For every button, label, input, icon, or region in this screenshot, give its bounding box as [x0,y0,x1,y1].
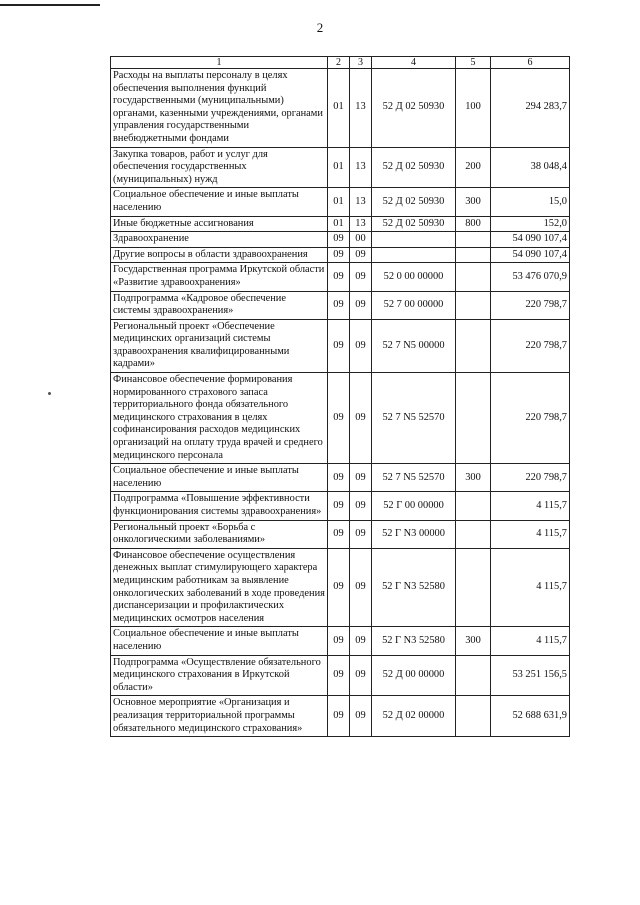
row-amount: 52 688 631,9 [491,696,570,737]
row-section: 09 [328,464,350,492]
row-section: 01 [328,188,350,216]
row-target-code: 52 Г 00 00000 [372,492,456,520]
row-expense-type [456,548,491,627]
row-section: 09 [328,373,350,464]
table-row [111,548,570,627]
row-subsection: 09 [350,263,372,291]
row-target-code: 52 Д 02 00000 [372,696,456,737]
row-name: Расходы на выплаты персоналу в целях обеспечения выполнения функций государственными (муниципальными) органами, казенными учреждениями, органами управления государственными внебюджетными фондами [111,69,328,148]
row-expense-type [456,373,491,464]
row-subsection: 09 [350,464,372,492]
row-section: 09 [328,520,350,548]
row-name: Социальное обеспечение и иные выплаты населению [111,464,328,492]
table-row [111,373,570,464]
row-subsection: 00 [350,232,372,248]
row-expense-type [456,263,491,291]
row-expense-type: 300 [456,464,491,492]
row-section: 01 [328,147,350,188]
row-target-code: 52 Д 02 50930 [372,188,456,216]
row-amount: 294 283,7 [491,69,570,148]
row-subsection: 09 [350,291,372,319]
row-name: Здравоохранение [111,232,328,248]
row-amount: 220 798,7 [491,319,570,372]
row-expense-type: 300 [456,627,491,655]
row-target-code: 52 7 N5 00000 [372,319,456,372]
row-amount: 53 251 156,5 [491,655,570,696]
row-target-code [372,232,456,248]
row-expense-type [456,319,491,372]
row-section: 09 [328,291,350,319]
row-section: 01 [328,216,350,232]
row-expense-type: 100 [456,69,491,148]
header-col-4: 4 [372,57,456,69]
row-section: 09 [328,696,350,737]
row-amount: 54 090 107,4 [491,247,570,263]
row-amount: 4 115,7 [491,548,570,627]
row-amount: 4 115,7 [491,492,570,520]
row-subsection: 09 [350,520,372,548]
row-section: 09 [328,263,350,291]
row-name: Основное мероприятие «Организация и реализация территориальной программы обязательного медицинского страхования» [111,696,328,737]
row-subsection: 13 [350,69,372,148]
row-target-code: 52 7 N5 52570 [372,464,456,492]
table-row [111,319,570,372]
page-number: 2 [316,20,324,35]
row-target-code: 52 Г N3 52580 [372,627,456,655]
table-row [111,188,570,216]
table-row [111,520,570,548]
row-subsection: 09 [350,319,372,372]
row-expense-type [456,696,491,737]
row-target-code: 52 Г N3 52580 [372,548,456,627]
row-subsection: 13 [350,216,372,232]
table-row [111,696,570,737]
row-amount: 38 048,4 [491,147,570,188]
row-name: Социальное обеспечение и иные выплаты населению [111,627,328,655]
row-name: Подпрограмма «Осуществление обязательного медицинского страхования в Иркутской области» [111,655,328,696]
row-target-code: 52 Г N3 00000 [372,520,456,548]
row-target-code: 52 Д 02 50930 [372,216,456,232]
row-target-code: 52 Д 02 50930 [372,69,456,148]
header-col-5: 5 [456,57,491,69]
row-expense-type: 200 [456,147,491,188]
row-expense-type [456,232,491,248]
table-row [111,247,570,263]
table-row [111,492,570,520]
header-col-1: 1 [111,57,328,69]
row-section: 09 [328,232,350,248]
row-amount: 15,0 [491,188,570,216]
top-rule [0,4,100,6]
row-expense-type [456,247,491,263]
row-subsection: 09 [350,627,372,655]
row-section: 09 [328,548,350,627]
row-section: 01 [328,69,350,148]
table-row [111,464,570,492]
row-expense-type [456,492,491,520]
row-amount: 4 115,7 [491,627,570,655]
row-subsection: 09 [350,492,372,520]
row-subsection: 13 [350,188,372,216]
row-target-code: 52 Д 00 00000 [372,655,456,696]
row-amount: 220 798,7 [491,373,570,464]
table-row [111,147,570,188]
header-col-3: 3 [350,57,372,69]
table-row [111,69,570,148]
row-amount: 152,0 [491,216,570,232]
row-amount: 220 798,7 [491,291,570,319]
header-col-2: 2 [328,57,350,69]
table-row [111,655,570,696]
row-name: Социальное обеспечение и иные выплаты населению [111,188,328,216]
row-expense-type [456,291,491,319]
row-subsection: 09 [350,247,372,263]
header-row [111,57,570,69]
row-section: 09 [328,655,350,696]
row-name: Закупка товаров, работ и услуг для обеспечения государственных (муниципальных) нужд [111,147,328,188]
header-col-6: 6 [491,57,570,69]
table-row [111,216,570,232]
row-amount: 54 090 107,4 [491,232,570,248]
row-target-code: 52 7 N5 52570 [372,373,456,464]
row-subsection: 09 [350,373,372,464]
row-expense-type: 300 [456,188,491,216]
row-amount: 53 476 070,9 [491,263,570,291]
table-row [111,627,570,655]
row-section: 09 [328,627,350,655]
row-name: Региональный проект «Борьба с онкологическими заболеваниями» [111,520,328,548]
row-name: Подпрограмма «Повышение эффективности функционирования системы здравоохранения» [111,492,328,520]
row-section: 09 [328,247,350,263]
row-target-code [372,247,456,263]
row-name: Другие вопросы в области здравоохранения [111,247,328,263]
row-name: Государственная программа Иркутской области «Развитие здравоохранения» [111,263,328,291]
row-subsection: 13 [350,147,372,188]
row-expense-type [456,655,491,696]
row-section: 09 [328,492,350,520]
table-row [111,291,570,319]
budget-table [110,56,570,737]
row-name: Финансовое обеспечение формирования нормированного страхового запаса территориального фонда обязательного медицинского страхования в целях софинансирования расходов медицинских организаций на оплату труда врачей и среднего медицинского персонала [111,373,328,464]
row-subsection: 09 [350,548,372,627]
row-name: Региональный проект «Обеспечение медицинских организаций системы здравоохранения квалифицированными кадрами» [111,319,328,372]
row-name: Финансовое обеспечение осуществления денежных выплат стимулирующего характера медицинским работникам за выявление онкологических заболеваний в ходе проведения диспансеризации и профилактических медицинских осмотров населения [111,548,328,627]
scan-speck [48,392,51,395]
row-expense-type: 800 [456,216,491,232]
row-target-code: 52 7 00 00000 [372,291,456,319]
row-amount: 4 115,7 [491,520,570,548]
row-target-code: 52 Д 02 50930 [372,147,456,188]
table-row [111,232,570,248]
row-target-code: 52 0 00 00000 [372,263,456,291]
row-section: 09 [328,319,350,372]
row-subsection: 09 [350,655,372,696]
row-expense-type [456,520,491,548]
row-name: Иные бюджетные ассигнования [111,216,328,232]
row-subsection: 09 [350,696,372,737]
table-row [111,263,570,291]
row-amount: 220 798,7 [491,464,570,492]
row-name: Подпрограмма «Кадровое обеспечение системы здравоохранения» [111,291,328,319]
